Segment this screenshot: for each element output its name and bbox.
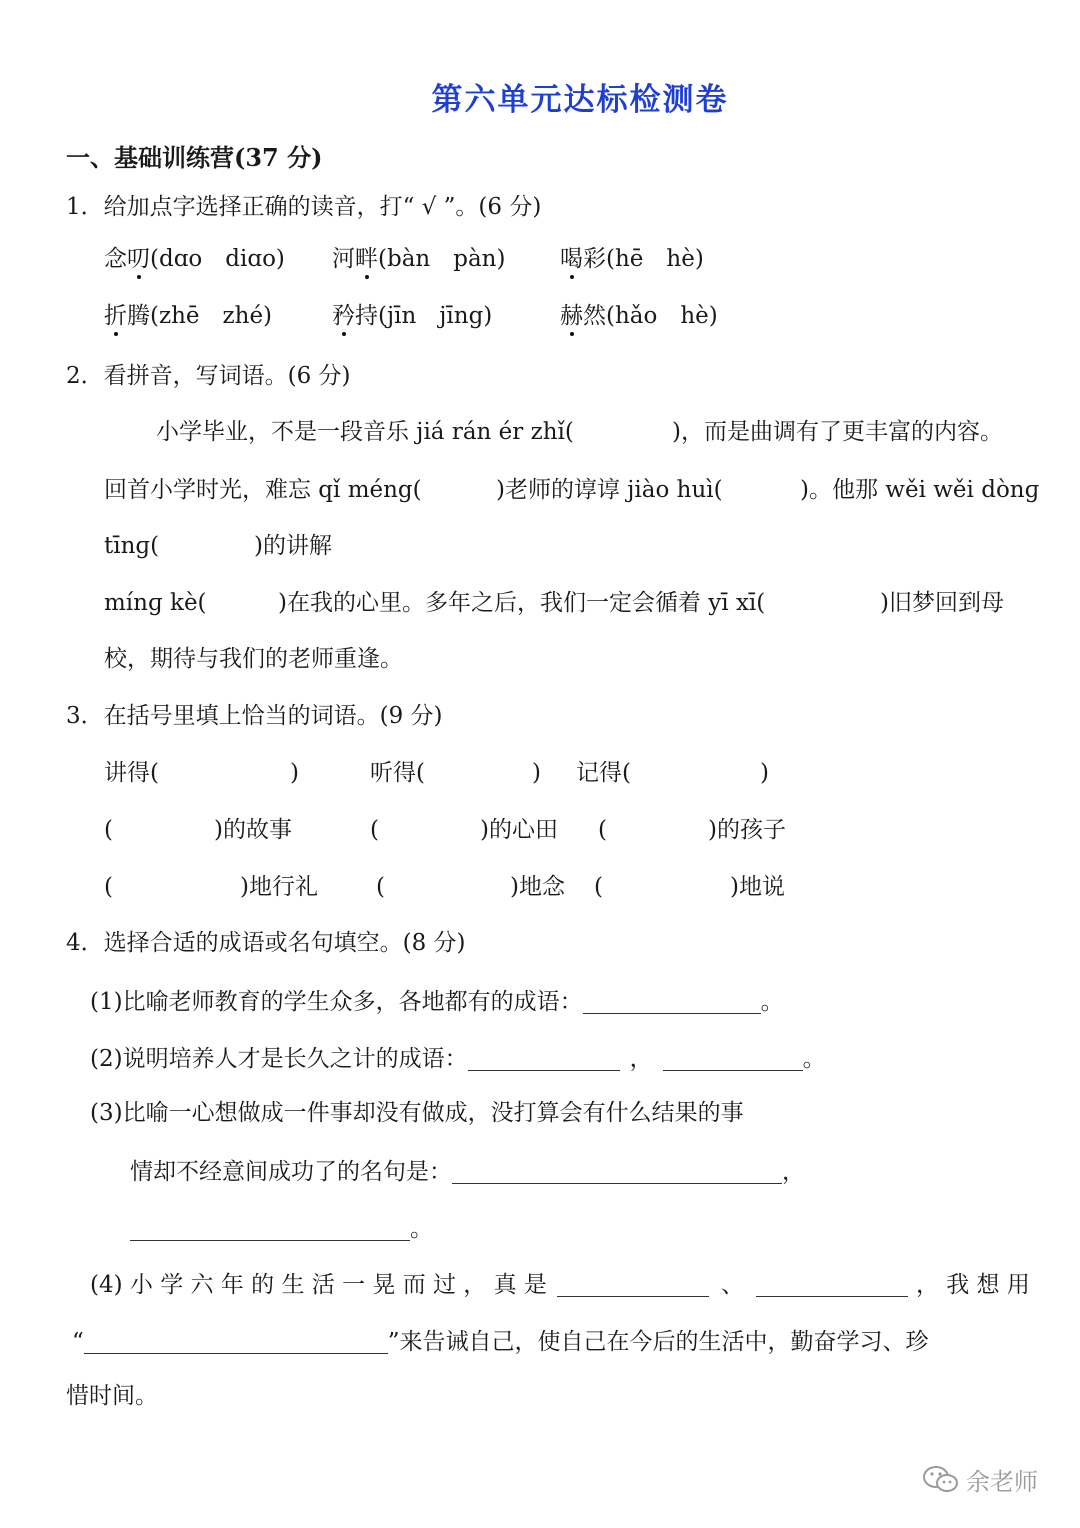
q3-r1-1b: )	[290, 760, 299, 786]
page-title: 第六单元达标检测卷	[431, 82, 729, 118]
q2-line-4c: )旧梦回到母	[880, 590, 1004, 616]
q3-r2-1b: )的故事	[214, 817, 292, 843]
q4-part-3a: (3)比喻一心想做成一件事却没有做成，没打算会有什么结果的事	[90, 1100, 744, 1126]
q3-r3-3b: )地说	[730, 874, 785, 900]
q3-r2-2a: (	[370, 817, 379, 843]
q2-line-3a: tīnɡ(	[104, 533, 160, 559]
q3-r1-2b: )	[532, 760, 541, 786]
q3-r2-3b: )的孩子	[708, 817, 786, 843]
answer-blank[interactable]	[583, 989, 761, 1014]
q2-line-2c: )。他那 wěi wěi dònɡ	[800, 477, 1040, 503]
q4-part-4a: (4) 小 学 六 年 的 生 活 一 晃 而 过 ， 真 是 、 ， 我 想 用	[90, 1272, 1030, 1298]
q2-line-1a: 小学毕业，不是一段音乐 jiá rán ér zhǐ(	[156, 419, 574, 445]
q3-r3-3a: (	[594, 874, 603, 900]
q2-line-4b: )在我的心里。多年之后，我们一定会循着 yī xī(	[278, 590, 766, 616]
q4-part-4b: “ ”来告诫自己，使自己在今后的生活中，勤奋学习、珍	[72, 1329, 929, 1355]
watermark-text: 余老师	[966, 1468, 1038, 1496]
answer-blank[interactable]	[756, 1272, 908, 1297]
answer-blank[interactable]	[468, 1046, 620, 1071]
q1-item-5: 矜持(jīn jīng)	[332, 303, 493, 329]
q2-line-1b: )，而是曲调有了更丰富的内容。	[672, 419, 1003, 445]
wechat-icon	[922, 1464, 960, 1502]
q3-r3-1b: )地行礼	[240, 874, 318, 900]
q1-item-1: 念叨(dɑo diɑo)	[104, 246, 285, 272]
question-4-stem: 4．选择合适的成语或名句填空。(8 分)	[66, 930, 466, 956]
answer-blank[interactable]	[452, 1159, 782, 1184]
q3-r1-2a: 听得(	[370, 760, 425, 786]
q3-r3-2b: )地念	[510, 874, 565, 900]
q3-r3-2a: (	[376, 874, 385, 900]
q2-line-3b: )的讲解	[254, 533, 332, 559]
q4-part-3b: 情却不经意间成功了的名句是： ，	[130, 1159, 805, 1185]
q3-r1-3a: 记得(	[576, 760, 631, 786]
q3-r2-1a: (	[104, 817, 113, 843]
answer-blank[interactable]	[557, 1272, 709, 1297]
q4-part-3c: 。	[130, 1216, 433, 1241]
q2-line-5: 校，期待与我们的老师重逢。	[104, 646, 403, 672]
answer-blank[interactable]	[130, 1216, 410, 1241]
question-1-stem: 1．给加点字选择正确的读音，打“ √ ”。(6 分)	[66, 194, 542, 220]
answer-blank[interactable]	[663, 1046, 803, 1071]
q1-item-4: 折腾(zhē zhé)	[104, 303, 273, 329]
q3-r3-1a: (	[104, 874, 113, 900]
section-heading: 一、基础训练营(37 分)	[66, 143, 323, 172]
q3-r2-3a: (	[598, 817, 607, 843]
watermark	[922, 1462, 1038, 1502]
q1-item-3: 喝彩(hē hè)	[560, 246, 704, 272]
q2-line-2b: )老师的谆谆 jiào huì(	[496, 477, 723, 503]
q1-item-2: 河畔(bàn pàn)	[332, 246, 506, 272]
q3-r1-3b: )	[760, 760, 769, 786]
q4-part-2: (2)说明培养人才是长久之计的成语： ， 。	[90, 1046, 826, 1072]
q1-item-6: 赫然(hǎo hè)	[560, 303, 718, 329]
q3-r2-2b: )的心田	[480, 817, 558, 843]
q3-r1-1a: 讲得(	[104, 760, 159, 786]
question-2-stem: 2．看拼音，写词语。(6 分)	[66, 363, 351, 389]
q4-part-4c: 惜时间。	[66, 1383, 158, 1409]
q2-line-4a: mínɡ kè(	[104, 590, 207, 616]
answer-blank[interactable]	[84, 1329, 388, 1354]
q4-part-1: (1)比喻老师教育的学生众多，各地都有的成语： 。	[90, 989, 784, 1015]
question-3-stem: 3．在括号里填上恰当的词语。(9 分)	[66, 703, 443, 729]
q2-line-2a: 回首小学时光，难忘 qǐ méng(	[104, 477, 422, 503]
